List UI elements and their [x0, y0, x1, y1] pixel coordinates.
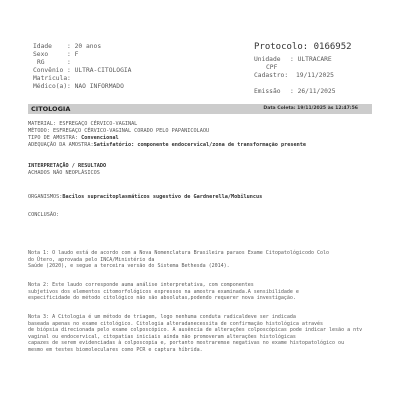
- exam-details: [28, 121, 306, 149]
- note-2: Nota 2: Este laudo corresponde auma análise interpretativa, com componentes subjetivos dos elementos citomorfológicos expressos na amostra examinada.A sensibilidade e especificidade do método citológico não são absolutas,podendo requerer nova investigação.: [28, 282, 299, 301]
- section-title: CITOLOGIA: [31, 105, 71, 113]
- emissao-row: [254, 88, 336, 96]
- sex-row: [33, 51, 131, 59]
- protocol-label: Protocolo:: [254, 42, 309, 52]
- sample-type-label: TIPO DE AMOSTRA:: [28, 135, 82, 141]
- rg-label: RG: [37, 59, 45, 66]
- cadastro-value: 19/11/2025: [296, 72, 334, 79]
- cadastro-label: Cadastro:: [254, 72, 289, 79]
- emissao-value: : 26/11/2025: [290, 88, 336, 95]
- unit-row: [254, 56, 332, 64]
- interpretation-block: [28, 163, 106, 177]
- protocol-value: 0166952: [313, 42, 352, 52]
- convenio-label: Convênio: [33, 67, 64, 74]
- patient-info: [33, 43, 131, 91]
- organisms-line: [28, 194, 262, 201]
- adequacy-line: [28, 142, 306, 149]
- age-value: : 20 anos: [67, 43, 102, 50]
- conclusion-line: [28, 212, 59, 219]
- interpretation-title: INTERPRETAÇÃO / RESULTADO: [28, 163, 107, 169]
- material-line: MATERIAL: ESFREGAÇO CÉRVICO-VAGINAL: [28, 121, 138, 127]
- rg-row: [33, 59, 131, 67]
- unit-value: : ULTRACARE: [290, 56, 332, 63]
- method-line: MÉTODO: ESFREGAÇO CÉRVICO-VAGINAL CORADO PELO PAPANICOLAOU: [28, 128, 210, 134]
- age-row: [33, 43, 131, 51]
- emissao-label: Emissão: [254, 88, 281, 95]
- cpf-row: [266, 64, 277, 72]
- organisms-label: ORGANISMOS:: [28, 194, 63, 200]
- adequacy-label: ADEQUAÇÃO DA AMOSTRA:: [28, 142, 94, 148]
- organisms-value: Bacilos supracitoplasmáticos sugestivo de Gardnerella/Mobiluncus: [62, 194, 263, 200]
- section-header-band: [28, 104, 372, 114]
- sample-type-line: [28, 135, 306, 142]
- cadastro-row: [254, 72, 334, 80]
- note-3: Nota 3: A Citologia é um método de triagem, logo nenhuma conduta radicaldeve ser indicada baseada apenas no exame citológico. Citologia alteradanecessita de confirmação histológica através de biópsia direcionada pelo exame colposcópico. A ausência de alterações colposcópicas pode indicar lesão a ntv vaginal ou endocervical, citopatias iniciais ainda não promoveram alterações histológicas capazes de serem evidenciadas à colposcopia e, portanto mostraremse negativas no exame histopatológico ou mesmo em testes biomoleculares como PCR e captura híbrida.: [28, 314, 363, 353]
- unit-label: Unidade: [254, 56, 281, 63]
- note-1: Nota 1: O laudo está de acordo com a Nova Nomenclatura Brasileira paraos Exame Citopatológicodo Colo do Útero, aprovada pelo INCA/Ministério da Saúde (2020), e segue a terceira versão do Sistema Bethesda (2014).: [28, 250, 330, 269]
- matricula-row: [33, 75, 131, 83]
- matricula-label: Matricula: [33, 75, 68, 82]
- rg-value: :: [67, 59, 71, 66]
- protocol-row: [254, 42, 352, 52]
- medico-value: : NAO INFORMADO: [67, 83, 124, 90]
- medico-row: [33, 83, 131, 91]
- interpretation-value: ACHADOS NÃO NEOPLÁSICOS: [28, 170, 100, 176]
- convenio-row: [33, 67, 131, 75]
- medico-label: Médico(a): [33, 83, 68, 90]
- collection-date: Data Coleta: 19/11/2025 às 12:47:56: [263, 106, 358, 111]
- conclusion-label: CONCLUSÃO:: [28, 212, 60, 218]
- cpf-label: CPF: [266, 64, 278, 71]
- sample-type-value: Convencional: [81, 135, 119, 141]
- convenio-value: : ULTRA-CITOLOGIA: [67, 67, 132, 74]
- age-label: Idade: [33, 43, 52, 50]
- matricula-value: :: [67, 75, 71, 82]
- sex-value: : F: [67, 51, 79, 58]
- adequacy-value: Satisfatório: componente endocervical/zona de transformação presente: [93, 142, 306, 148]
- sex-label: Sexo: [33, 51, 49, 58]
